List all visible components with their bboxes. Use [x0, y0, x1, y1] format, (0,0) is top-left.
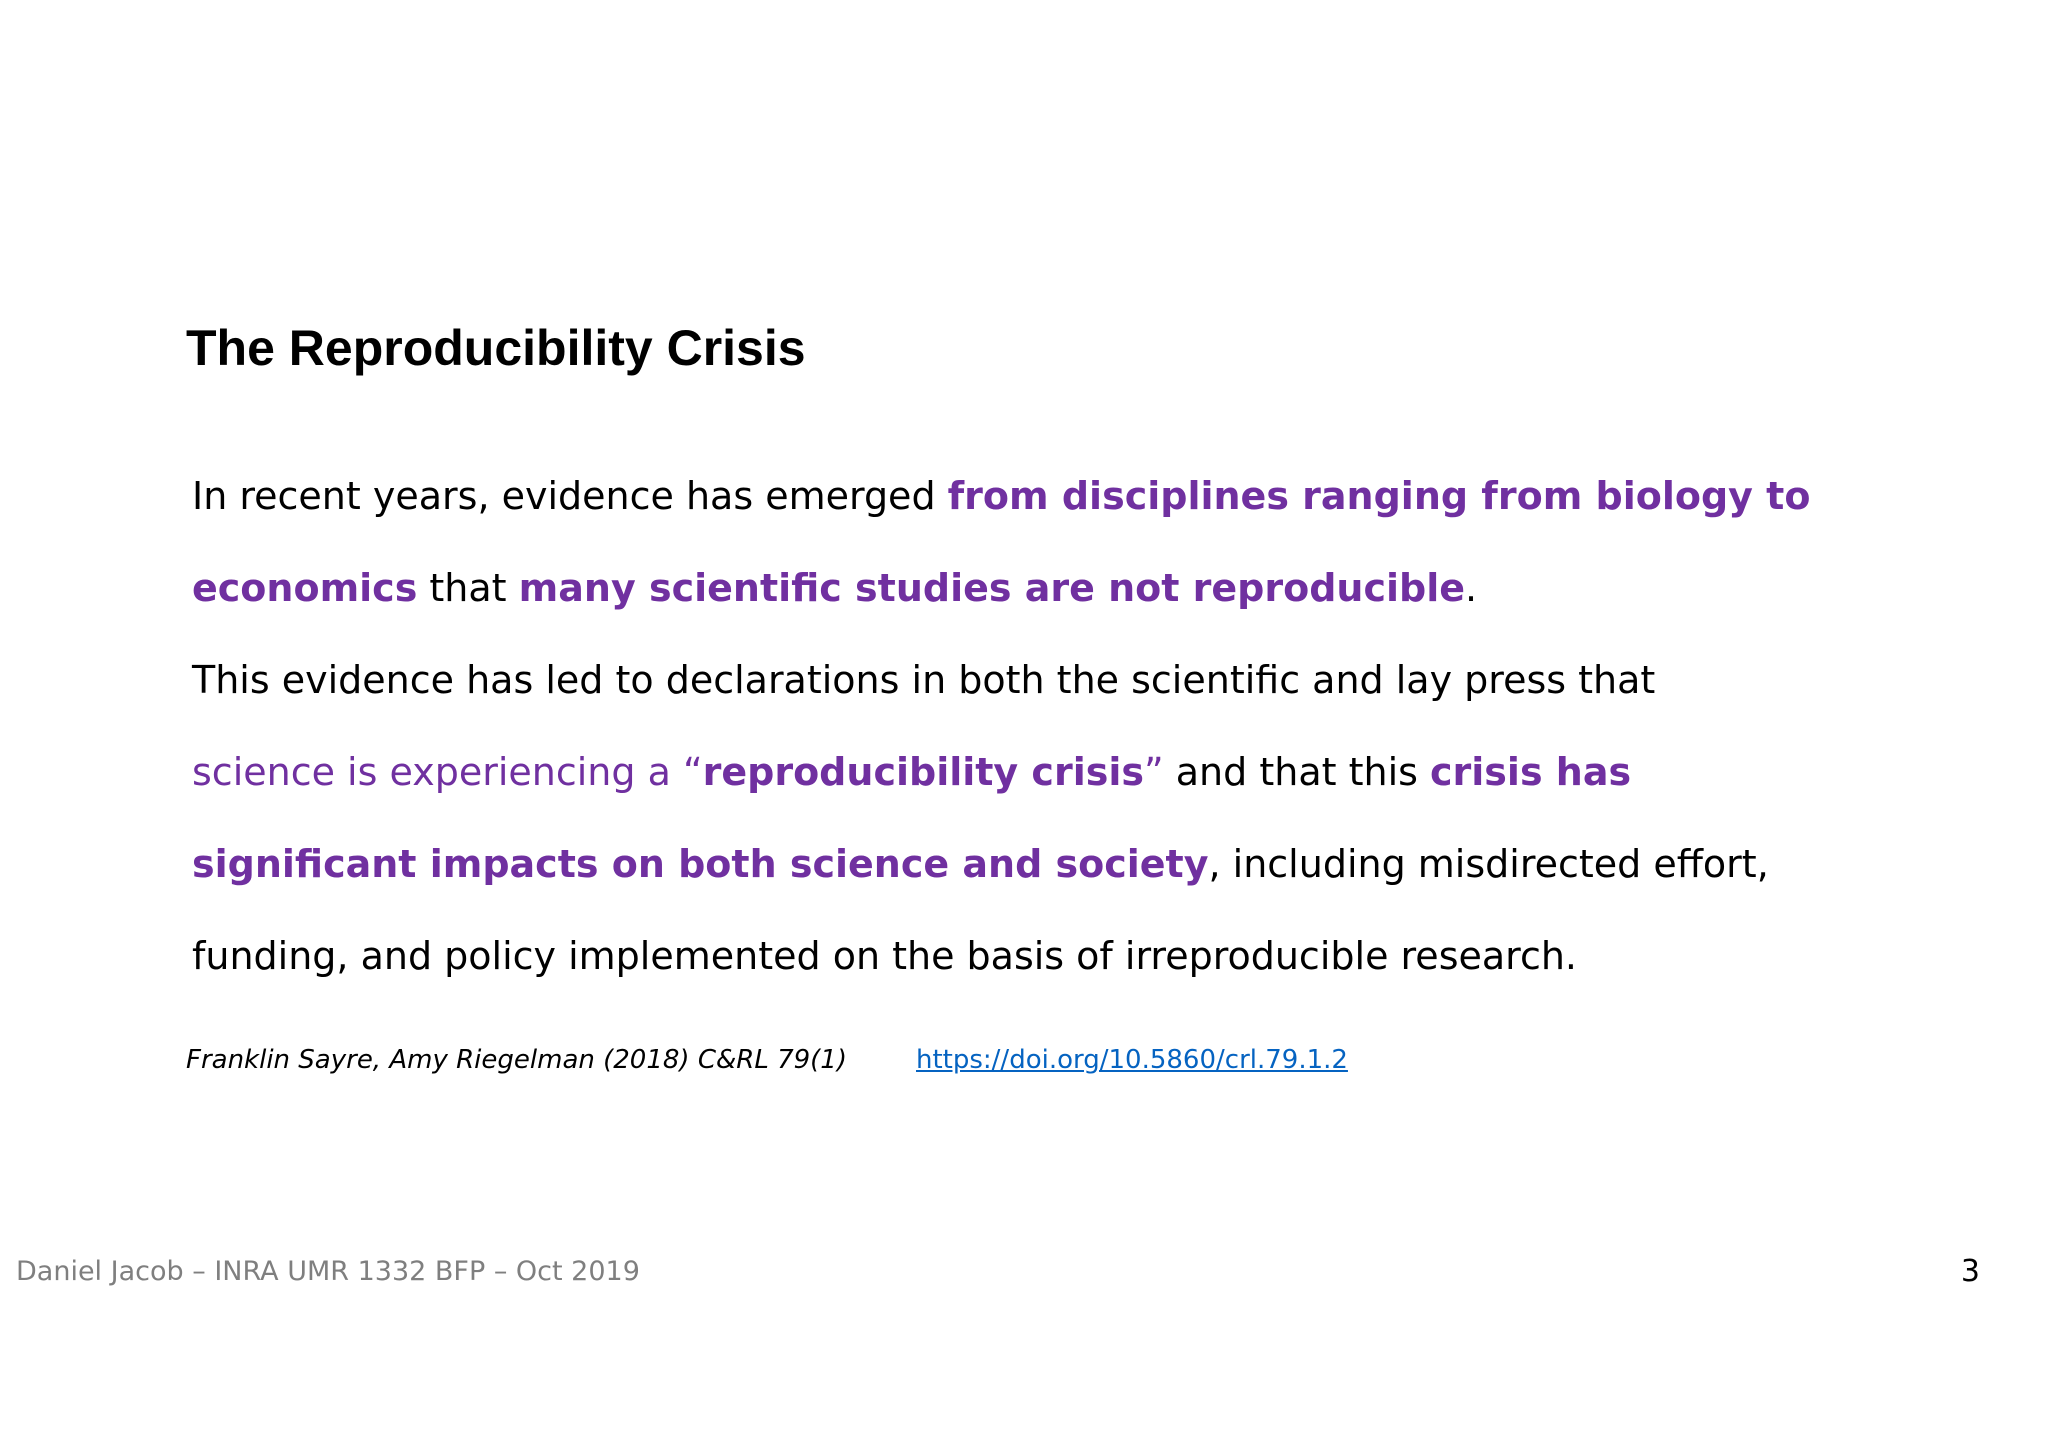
paragraph-line-6: [192, 910, 1952, 1002]
body-text: .: [1465, 566, 1478, 610]
body-text: funding, and policy implemented on the basis of irreproducible research.: [192, 934, 1577, 978]
body-text: In recent years, evidence has emerged: [192, 474, 948, 518]
highlighted-text: significant impacts on both science and society: [192, 842, 1209, 886]
paragraph-line-1: [192, 450, 1952, 542]
citation-text: Franklin Sayre, Amy Riegelman (2018) C&RL 79(1): [186, 1045, 847, 1075]
body-text: This evidence has led to declarations in both the scientific and lay press that: [192, 658, 1656, 702]
highlighted-text: reproducibility crisis: [702, 750, 1144, 794]
body-paragraph: [192, 450, 1952, 1002]
body-text: , including misdirected effort,: [1208, 842, 1769, 886]
highlighted-text: economics: [192, 566, 418, 610]
paragraph-line-5: [192, 818, 1952, 910]
body-text: and that this: [1163, 750, 1431, 794]
paragraph-line-2: [192, 542, 1952, 634]
paragraph-line-4: [192, 726, 1952, 818]
highlighted-text: ”: [1144, 750, 1164, 794]
page-number: 3: [1960, 1254, 1980, 1289]
highlighted-text: many scientific studies are not reproducible: [518, 566, 1466, 610]
highlighted-text: crisis has: [1430, 750, 1632, 794]
highlighted-text: science is experiencing a “: [192, 750, 703, 794]
highlighted-text: from disciplines ranging from biology to: [947, 474, 1811, 518]
doi-link[interactable]: https://doi.org/10.5860/crl.79.1.2: [916, 1045, 1348, 1075]
slide-title: The Reproducibility Crisis: [186, 320, 806, 376]
body-text: that: [417, 566, 519, 610]
footer-author: Daniel Jacob – INRA UMR 1332 BFP – Oct 2019: [16, 1256, 640, 1287]
paragraph-line-3: [192, 634, 1952, 726]
